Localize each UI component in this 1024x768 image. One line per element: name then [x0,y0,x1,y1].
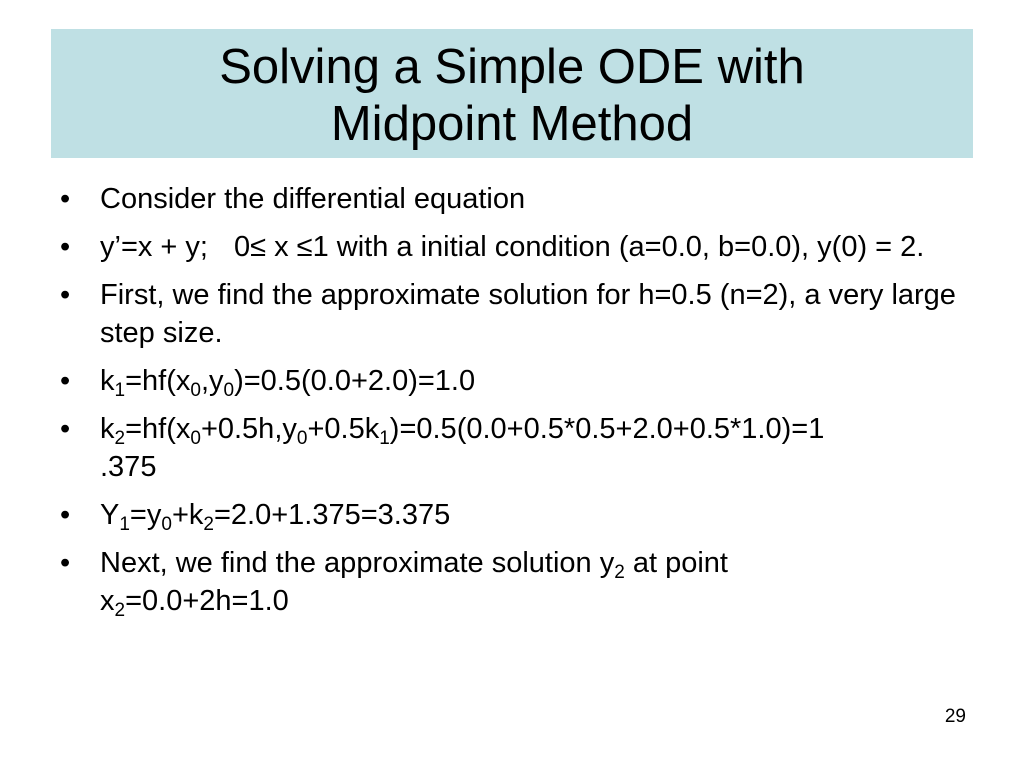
bullet-item [58,544,963,620]
formula-text: ,y [200,365,224,397]
formula-text: +0.5k [307,413,380,445]
formula-text: =0.0+2h=1.0 [125,585,289,617]
slide-title [219,39,805,153]
subscript: 1 [114,380,126,401]
formula-text: +0.5h,y [200,413,297,445]
formula-text: =hf(x [125,413,191,445]
k1-label: k [100,365,115,397]
condition-text: 0≤ x ≤1 with a initial condition (a=0.0, b=0.0), y(0) = 2. [234,231,925,263]
bullet-item [58,180,963,218]
formula-text: )=0.5(0.0+0.5*0.5+2.0+0.5*1.0)=1 [389,413,825,445]
bullet-text: at point [624,547,728,579]
bullet-text: First, we find the approximate solution for h=0.5 (n=2), a very large step size. [100,279,956,349]
subscript: 2 [114,428,126,449]
formula-text: =y [129,499,162,531]
subscript: 2 [114,600,126,621]
subscript: 0 [223,380,235,401]
bullet-text: Consider the differential equation [100,183,526,215]
Y1-label: Y [100,499,120,531]
slide-title-line2: Midpoint Method [330,96,694,151]
subscript: 0 [190,380,201,401]
bullet-item [58,410,963,486]
equation-text: y’=x + y; [100,231,208,263]
slide-title-line1: Solving a Simple ODE with [219,39,805,94]
subscript: 0 [296,428,308,449]
bullet-item [58,228,963,266]
bullet-item [58,276,963,352]
formula-continuation: .375 [100,451,157,483]
formula-text: )=0.5(0.0+2.0)=1.0 [234,365,476,397]
subscript: 1 [119,514,130,535]
subscript: 0 [190,428,201,449]
slide-title-banner [51,29,973,158]
bullet-list [58,180,963,630]
formula-text: =hf(x [125,365,191,397]
subscript: 2 [614,562,625,583]
page-number: 29 [944,706,966,727]
formula-text: =2.0+1.375=3.375 [213,499,451,531]
formula-text: +k [171,499,204,531]
k2-label: k [100,413,115,445]
formula-text: x [100,585,115,617]
subscript: 0 [161,514,172,535]
bullet-item [58,496,963,534]
subscript: 2 [203,514,214,535]
subscript: 1 [379,428,390,449]
bullet-item [58,362,963,400]
bullet-text: Next, we find the approximate solution y [100,547,615,579]
